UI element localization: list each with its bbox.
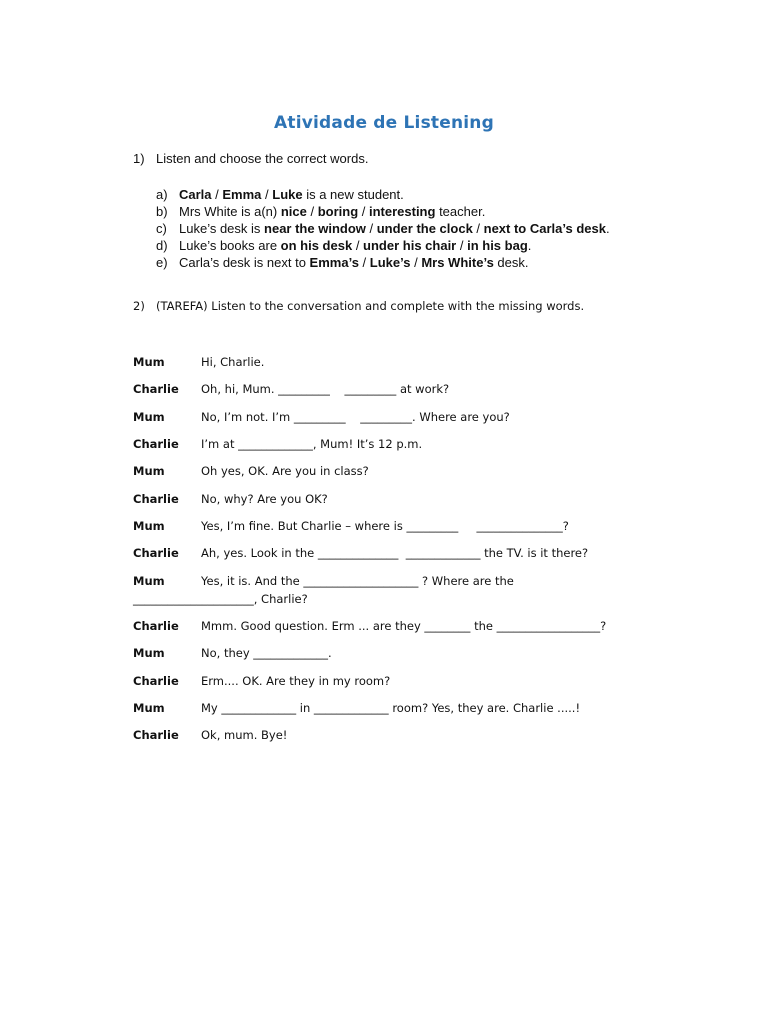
- option-text: .: [527, 238, 532, 253]
- speaker-name: Charlie: [133, 437, 179, 451]
- speaker-name: Mum: [133, 701, 165, 715]
- option-letter: c): [156, 221, 167, 236]
- question-2: [133, 299, 584, 313]
- speaker-name: Charlie: [133, 674, 179, 688]
- word-choice: near the window: [264, 221, 366, 236]
- option-text: /: [352, 238, 364, 253]
- speaker-name: Charlie: [133, 619, 179, 633]
- question-2-text: (TAREFA) Listen to the conversation and complete with the missing words.: [156, 299, 585, 313]
- option-letter: a): [156, 187, 168, 202]
- speaker-name: Charlie: [133, 728, 179, 742]
- page-title: Atividade de Listening: [274, 113, 494, 133]
- option-text: /: [358, 204, 369, 219]
- dialog-text: No, why? Are you OK?: [201, 492, 328, 506]
- speaker-name: Mum: [133, 410, 165, 424]
- word-choice: under the clock: [376, 221, 473, 236]
- word-choice: next to Carla’s desk: [483, 221, 606, 236]
- option-item: [156, 254, 610, 271]
- speaker-name: Mum: [133, 646, 165, 660]
- dialog-text: My _____________ in _____________ room? Yes, they are. Charlie .....!: [201, 701, 581, 715]
- word-choice: interesting: [368, 204, 436, 219]
- option-text: Luke’s desk is: [179, 221, 265, 236]
- dialog-text: Yes, I’m fine. But Charlie – where is _________ _______________?: [201, 519, 569, 533]
- option-text: /: [211, 187, 223, 202]
- speaker-name: Mum: [133, 355, 165, 369]
- question-1-number: 1): [133, 151, 145, 166]
- option-text: /: [365, 221, 377, 236]
- option-text: Mrs White is a(n): [179, 204, 281, 219]
- question-1-options: [156, 186, 610, 271]
- option-text: /: [472, 221, 484, 236]
- dialog-text: No, I’m not. I’m _________ _________. Where are you?: [201, 410, 510, 424]
- word-choice: in his bag: [467, 238, 528, 253]
- word-choice: nice: [280, 204, 307, 219]
- option-text: /: [410, 255, 422, 270]
- dialog-text: I’m at _____________, Mum! It’s 12 p.m.: [201, 437, 423, 451]
- option-item: [156, 186, 610, 203]
- question-1: [133, 151, 368, 166]
- option-letter: b): [156, 204, 168, 219]
- dialog-text: Ah, yes. Look in the ______________ _____________ the TV. is it there?: [201, 546, 589, 560]
- word-choice: boring: [317, 204, 359, 219]
- word-choice: on his desk: [280, 238, 353, 253]
- word-choice: Emma: [222, 187, 262, 202]
- dialog-text: Erm.... OK. Are they in my room?: [201, 674, 391, 688]
- option-text: Luke’s books are: [179, 238, 281, 253]
- dialog-text: Hi, Charlie.: [201, 355, 265, 369]
- option-text: /: [306, 204, 318, 219]
- speaker-name: Charlie: [133, 546, 179, 560]
- speaker-name: Charlie: [133, 492, 179, 506]
- option-item: [156, 237, 610, 254]
- option-item: [156, 203, 610, 220]
- option-text: Carla’s desk is next to: [179, 255, 310, 270]
- speaker-name: Mum: [133, 464, 165, 478]
- option-text: /: [358, 255, 370, 270]
- word-choice: Luke’s: [369, 255, 411, 270]
- dialog-text: Oh yes, OK. Are you in class?: [201, 464, 369, 478]
- option-text: /: [261, 187, 273, 202]
- option-letter: e): [156, 255, 168, 270]
- word-choice: Mrs White’s: [421, 255, 494, 270]
- option-item: [156, 220, 610, 237]
- dialog-text: Oh, hi, Mum. _________ _________ at work?: [201, 382, 450, 396]
- option-letter: d): [156, 238, 168, 253]
- word-choice: under his chair: [363, 238, 457, 253]
- word-choice: Carla: [179, 187, 212, 202]
- option-text: /: [456, 238, 468, 253]
- word-choice: Emma’s: [309, 255, 359, 270]
- dialog-text: Yes, it is. And the ____________________ ? Where are the: [201, 574, 514, 588]
- speaker-name: Mum: [133, 519, 165, 533]
- speaker-name: Charlie: [133, 382, 179, 396]
- speaker-name: Mum: [133, 574, 165, 588]
- option-text: desk.: [493, 255, 529, 270]
- question-2-number: 2): [133, 299, 145, 313]
- dialog-text: Mmm. Good question. Erm ... are they ________ the __________________?: [201, 619, 607, 633]
- question-1-text: Listen and choose the correct words.: [156, 151, 369, 166]
- dialog-text: No, they _____________.: [201, 646, 332, 660]
- option-text: .: [606, 221, 610, 236]
- option-text: teacher.: [435, 204, 486, 219]
- dialog-text: Ok, mum. Bye!: [201, 728, 288, 742]
- option-text: is a new student.: [302, 187, 404, 202]
- word-choice: Luke: [272, 187, 303, 202]
- dialog-text-continued: _____________________, Charlie?: [133, 592, 308, 606]
